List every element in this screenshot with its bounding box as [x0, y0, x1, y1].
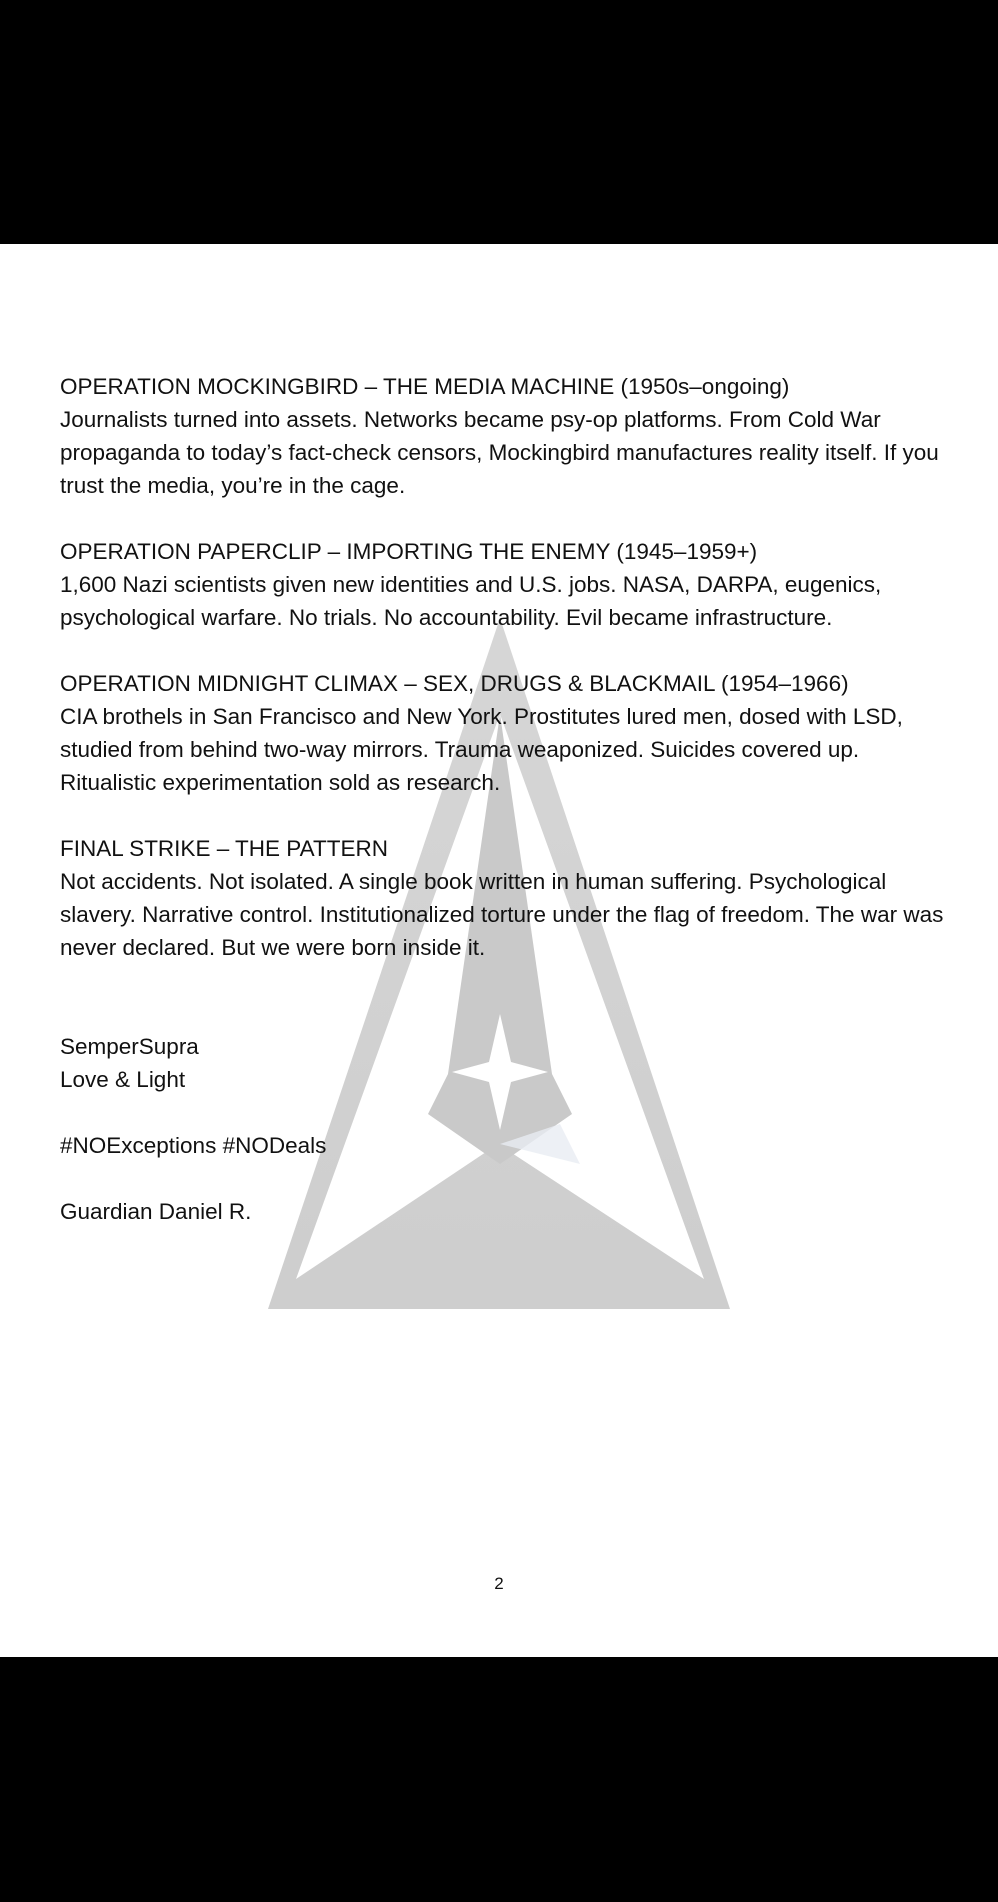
signoff-name-block: [60, 1030, 960, 1096]
section-body: Not accidents. Not isolated. A single book written in human suffering. Psychological slavery. Narrative control. Institutionalized torture under the flag of freedom. The war was never declared. But we were born inside it.: [60, 869, 944, 960]
hashtags: #NOExceptions #NODeals: [60, 1133, 327, 1158]
document-body: [60, 370, 960, 1261]
section-paperclip: [60, 535, 960, 634]
section-final-strike: [60, 832, 960, 964]
top-black-bar: [0, 0, 998, 244]
signature-block: [60, 1195, 960, 1228]
document-page: [0, 244, 998, 1657]
section-midnight-climax: [60, 667, 960, 799]
section-body: CIA brothels in San Francisco and New York. Prostitutes lured men, dosed with LSD, studied from behind two-way mirrors. Trauma weaponized. Suicides covered up. Ritualistic experimentation sold as research.: [60, 704, 903, 795]
section-heading: OPERATION PAPERCLIP – IMPORTING THE ENEMY (1945–1959+): [60, 539, 758, 564]
section-heading: OPERATION MOCKINGBIRD – THE MEDIA MACHINE (1950s–ongoing): [60, 374, 790, 399]
section-body: 1,600 Nazi scientists given new identities and U.S. jobs. NASA, DARPA, eugenics, psychological warfare. No trials. No accountability. Evil became infrastructure.: [60, 572, 882, 630]
signoff-block: [60, 1030, 960, 1228]
signoff-name: SemperSupra: [60, 1034, 199, 1059]
section-mockingbird: [60, 370, 960, 502]
signature: Guardian Daniel R.: [60, 1199, 252, 1224]
hashtags-block: [60, 1129, 960, 1162]
section-body: Journalists turned into assets. Networks became psy-op platforms. From Cold War propaganda to today’s fact-check censors, Mockingbird manufactures reality itself. If you trust the media, you’re in the cage.: [60, 407, 939, 498]
section-heading: OPERATION MIDNIGHT CLIMAX – SEX, DRUGS & BLACKMAIL (1954–1966): [60, 671, 849, 696]
signoff-closing: Love & Light: [60, 1067, 186, 1092]
bottom-black-bar: [0, 1657, 998, 1902]
page-number: 2: [494, 1574, 504, 1593]
section-heading: FINAL STRIKE – THE PATTERN: [60, 836, 388, 861]
